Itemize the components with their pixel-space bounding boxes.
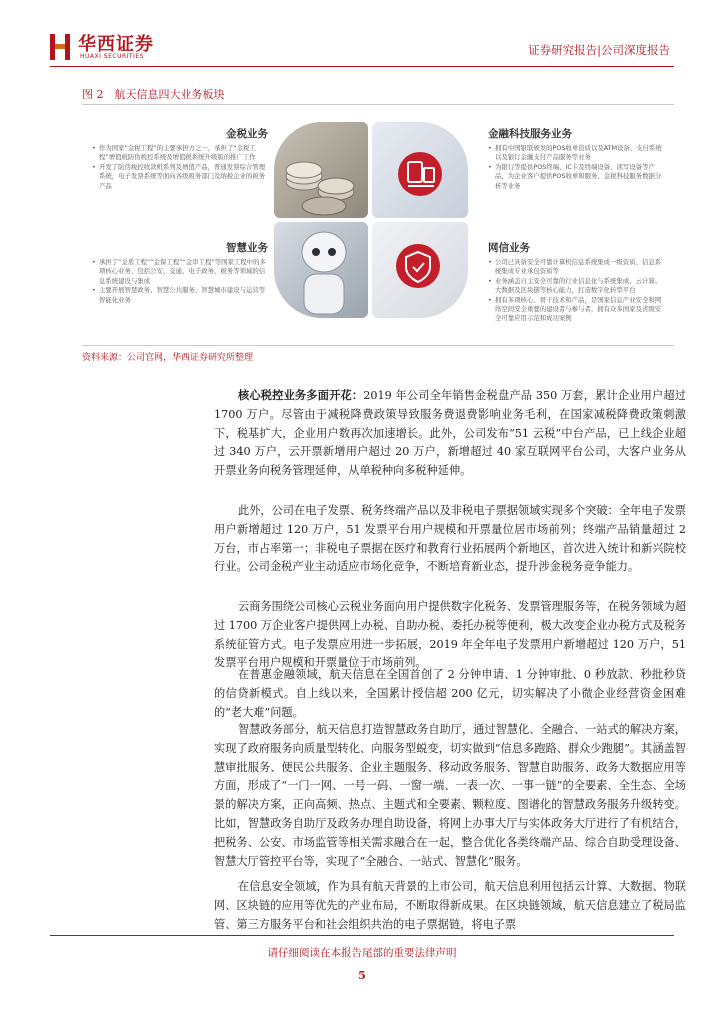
huaxi-logo-icon xyxy=(50,34,70,60)
footer-divider xyxy=(50,935,674,936)
panel-bullets xyxy=(488,144,666,191)
logo-subtext: HUAXI SECURITIES xyxy=(80,53,144,60)
paragraph-1 xyxy=(214,386,686,481)
finance-terminal-icon xyxy=(372,122,468,218)
panel-title: 金融科技服务业务 xyxy=(488,128,572,140)
bullet-item: • 业务涵盖自主安全可靠的行业信息化与系统集成、云计算、大数据及区块链等核心能力，打造数字化转型平台 xyxy=(488,277,666,296)
panel-bullets xyxy=(92,258,270,305)
panel-title: 网信业务 xyxy=(488,242,530,254)
logo-text: 华西证券 xyxy=(78,34,154,55)
bullet-item: • 公司已具备安全可靠计算机信息系统集成一级资质、信息系统集成专业承包资质等 xyxy=(488,258,666,277)
legal-notice: 请仔细阅读在本报告尾部的重要法律声明 xyxy=(267,947,457,959)
bullet-item: • 主要开展智慧政务、智慧公共服务、智慧城市建设与运营等智能化业务 xyxy=(92,286,270,305)
figure-title: 图 2 航天信息四大业务板块 xyxy=(82,88,225,101)
coins-image xyxy=(274,122,368,218)
header-divider xyxy=(50,66,674,67)
coins-icon xyxy=(274,122,368,218)
paragraph-5 xyxy=(214,721,686,871)
figure-bottom-rule xyxy=(82,345,674,346)
paragraph-text: 此外，公司在电子发票、税务终端产品以及非税电子票据领域实现多个突破：全年电子发票用户新增超过 120 万户，51 发票平台用户规模和开票量位居市场前列；终端产品销量超过 2 万台，市占率第一；非税电子票据在医疗和教育行业拓展两个新地区，首次进入统计和新兴院校行业。公司金税产业主动适应市场化竞争，不断培育新业态，提升涉金税务竞争能力。 xyxy=(214,504,686,574)
panel-title: 金税业务 xyxy=(226,128,268,140)
netinfo-image xyxy=(372,222,468,318)
panel-bullets xyxy=(488,258,666,324)
bullet-item: • 为银行等提供POS终端、IC卡及终端设备、读写设备等产品，为企业客户提供POS收单和服务、金税科技服务数据分析等业务 xyxy=(488,163,666,191)
paragraph-text: 在信息安全领域，作为具有航天背景的上市公司，航天信息利用包括云计算、大数据、物联网、区块链的应用等优先的产业布局，不断取得新成果。在区块链领域，航天信息建立了税局监管、第三方服务平台和社会组织共治的电子票据链，将电子票 xyxy=(214,880,686,931)
bullet-item: • 承担了“金盾工程”“金保工程”“金审工程”等国家工程中的多项核心业务，包括公安、交通、电子政务、税务等领域的信息系统建设与集成 xyxy=(92,258,270,286)
report-type: 证券研究报告|公司深度报告 xyxy=(528,43,670,57)
paragraph-text: 2019 年公司全年销售金税盘产品 350 万套，累计企业用户超过 1700 万户。尽管由于减税降费政策导致服务费退费影响业务毛利，在国家减税降费政策刺激下，税基扩大，企业用户数再次加速增长。此外，公司发布“51 云税”中台产品，已上线企业超过 340 万户，云开票新增用户超过 20 万户，新增超过 40 家互联网平台公司，大客户业务从开票业务向税务管理延伸，从单税种向多税种延伸。 xyxy=(214,389,686,478)
panel-title: 智慧业务 xyxy=(226,242,268,254)
shield-icon xyxy=(372,222,468,318)
paragraph-6 xyxy=(214,878,686,934)
paragraph-text: 在普惠金融领域，航天信息在全国首创了 2 分钟申请、1 分钟审批、0 秒放款、秒批秒贷的信贷新模式。自上线以来，全国累计授信超 200 亿元，切实解决了小微企业经营资金困难的“老大难”问题。 xyxy=(214,668,686,719)
bullet-item: • 开发了防伪税控收款机系列及增值产品，普通发票综合管理系统，电子发票系统等面向各级税务部门及纳税企业的税务产品 xyxy=(92,163,270,191)
fintech-image xyxy=(372,122,468,218)
bullet-item: • 拥有多项核心、骨干技术和产品，是国家信息产业安全和网络空间安全重要的建设者与参与者，拥有众多国家及省级安全可靠应用示范和成功案例 xyxy=(488,296,666,324)
panel-bullets xyxy=(92,144,270,191)
robot-icon xyxy=(274,222,368,318)
paragraph-text: 智慧政务部分，航天信息打造智慧政务自助厅，通过智慧化、全融合、一站式的解决方案，实现了政府服务向质量型转化、向服务型蜕变，切实做到“信息多跑路、群众少跑腿”。其涵盖智慧审批服务、便民公共服务、企业主题服务、移动政务服务、智慧自助服务、政务大数据应用等方面，形成了“一门一网、一号一码、一窗一端、一表一次、一事一链”的全要素、全生态、全场景的解决方案，正向高频、热点、主题式和全要素、颗粒度、图谱化的智慧政务服务升级转变。比如，智慧政务自助厅及政务办理自助设备，将网上办事大厅与实体政务大厅进行了有机结合，把税务、公安、市场监管等相关需求融合在一起，整合优化各类终端产品、综合自助受理设备、智慧大厅管控平台等，实现了“全融合、一站式、智慧化”服务。 xyxy=(214,723,686,868)
paragraph-4 xyxy=(214,666,686,722)
paragraph-text: 云商务围绕公司核心云税业务面向用户提供数字化税务、发票管理服务等，在税务领域为超过 1700 万企业客户提供网上办税、自助办税、委托办税等便利，极大改变企业办税方式及税务系统征管方式。电子发票应用进一步拓展，2019 年全年电子发票用户新增超过 120 万户，51 发票平台用户规模和开票量位于市场前列。 xyxy=(214,600,686,670)
page-number: 5 xyxy=(358,969,366,982)
paragraph-lead: 核心税控业务多面开花： xyxy=(238,388,364,402)
paragraph-3 xyxy=(214,598,686,673)
bullet-item: • 作为国家“金税工程”的主要承担方之一，承担了“金税工程”增值税防伪税控系统及增值税系统升级版的推广工作 xyxy=(92,144,270,163)
figure-source: 资料来源：公司官网，华西证券研究所整理 xyxy=(82,353,254,363)
paragraph-2 xyxy=(214,502,686,577)
robot-image xyxy=(274,222,368,318)
bullet-item: • 拥有中国银联颁发的POS收单资质以及ATM设备、支付系统以及银行金融支付产品服务等业务 xyxy=(488,144,666,163)
figure-top-rule xyxy=(82,104,674,105)
